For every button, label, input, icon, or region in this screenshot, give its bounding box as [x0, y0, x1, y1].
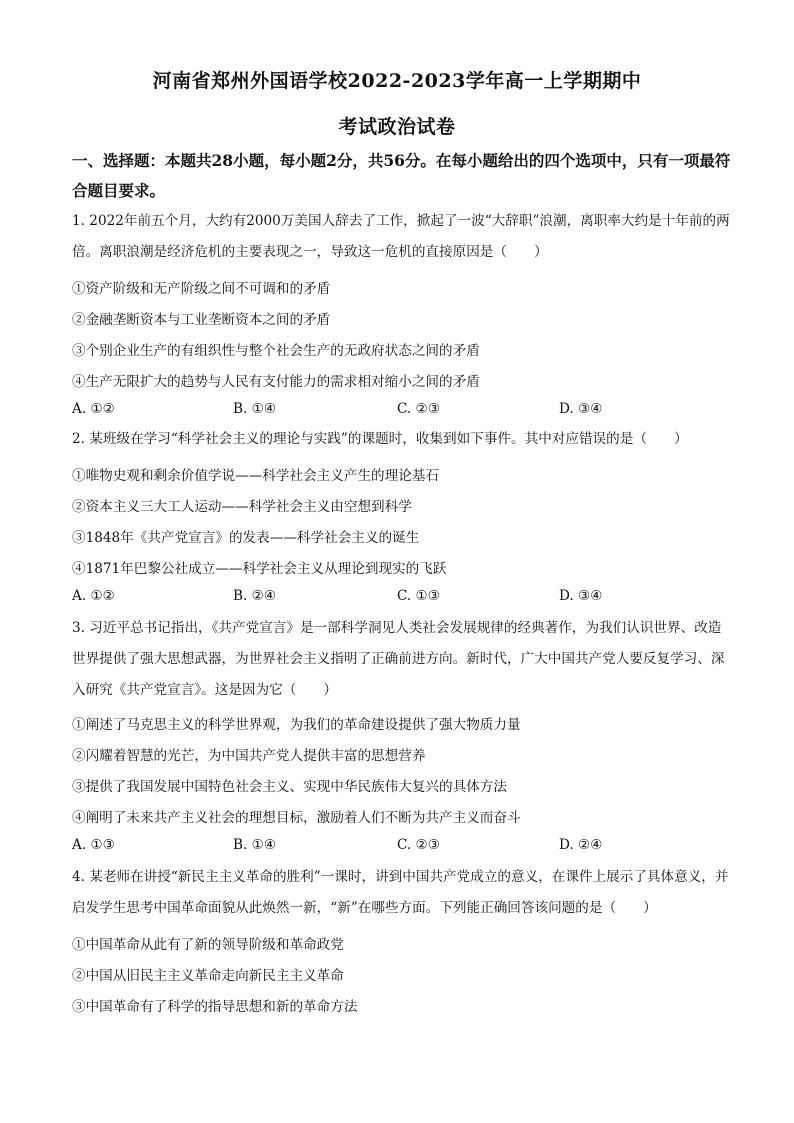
question-1-item-2: ②金融垄断资本与工业垄断资本之间的矛盾 — [72, 312, 331, 328]
option-a[interactable]: A. ①② — [72, 588, 115, 604]
option-c[interactable]: C. ②③ — [397, 401, 440, 417]
question-2-item-4: ④1871年巴黎公社成立——科学社会主义从理论到现实的飞跃 — [72, 561, 447, 577]
question-3-stem: 3. 习近平总书记指出，《共产党宣言》是一部科学洞见人类社会发展规律的经典著作，为我们认识世界、改造世界提供了强大思想武器，为世界社会主义指明了正确前进方向。新时代，广大中国共产党人要反复学习、深入研究《共产党宣言》。这是因为它（ ） — [72, 620, 725, 698]
question-3-item-3: ③提供了我国发展中国特色社会主义、实现中华民族伟大复兴的具体方法 — [72, 779, 507, 795]
question-1-item-3: ③个别企业生产的有组织性与整个社会生产的无政府状态之间的矛盾 — [72, 343, 480, 359]
option-d[interactable]: D. ③④ — [559, 401, 603, 417]
question-4-item-3: ③中国革命有了科学的指导思想和新的革命方法 — [72, 999, 358, 1015]
question-4-item-1: ①中国革命从此有了新的领导阶级和革命政党 — [72, 937, 344, 953]
exam-title-line2: 考试政治试卷 — [338, 116, 456, 138]
option-c[interactable]: C. ②③ — [397, 837, 440, 853]
question-2-stem: 2. 某班级在学习“科学社会主义的理论与实践”的课题时，收集到如下事件。其中对应错误的是（ ） — [72, 431, 688, 447]
question-3-item-4: ④阐明了未来共产主义社会的理想目标，激励着人们不断为共产主义而奋斗 — [72, 810, 521, 826]
question-1-item-1: ①资产阶级和无产阶级之间不可调和的矛盾 — [72, 281, 331, 297]
question-3-item-2: ②闪耀着智慧的光芒，为中国共产党人提供丰富的思想营养 — [72, 748, 426, 764]
option-b[interactable]: B. ①④ — [233, 401, 277, 417]
option-b[interactable]: B. ②④ — [233, 588, 277, 604]
section-heading: 一、选择题：本题共28小题，每小题2分，共56分。在每小题给出的四个选项中，只有一项最符合题目要求。 — [72, 151, 731, 200]
question-2-item-2: ②资本主义三大工人运动——科学社会主义由空想到科学 — [72, 499, 412, 515]
option-d[interactable]: D. ②④ — [559, 837, 603, 853]
question-1-stem: 1. 2022年前五个月，大约有2000万美国人辞去了工作，掀起了一波“大辞职”浪潮，离职率大约是十年前的两倍。离职浪潮是经济危机的主要表现之一，导致这一危机的直接原因是（ ） — [72, 213, 730, 260]
question-2-item-3: ③1848年《共产党宣言》的发表——科学社会主义的诞生 — [72, 530, 420, 546]
question-2-item-1: ①唯物史观和剩余价值学说——科学社会主义产生的理论基石 — [72, 468, 440, 484]
question-3-item-1: ①阐述了马克思主义的科学世界观，为我们的革命建设提供了强大物质力量 — [72, 717, 521, 733]
option-a[interactable]: A. ①③ — [72, 837, 115, 853]
exam-title-line1: 河南省郑州外国语学校2022-2023学年高一上学期期中 — [152, 70, 642, 92]
option-c[interactable]: C. ①③ — [397, 588, 440, 604]
option-b[interactable]: B. ①④ — [233, 837, 277, 853]
question-4-item-2: ②中国从旧民主主义革命走向新民主主义革命 — [72, 968, 344, 984]
option-d[interactable]: D. ③④ — [559, 588, 603, 604]
option-a[interactable]: A. ①② — [72, 401, 115, 417]
question-1-item-4: ④生产无限扩大的趋势与人民有支付能力的需求相对缩小之间的矛盾 — [72, 374, 480, 390]
question-4-stem: 4. 某老师在讲授“新民主主义革命的胜利”一课时，讲到中国共产党成立的意义，在课件上展示了具体意义，并启发学生思考中国革命面貌从此焕然一新，“新”在哪些方面。下列能正确回答该问题的是（ ） — [72, 869, 729, 916]
